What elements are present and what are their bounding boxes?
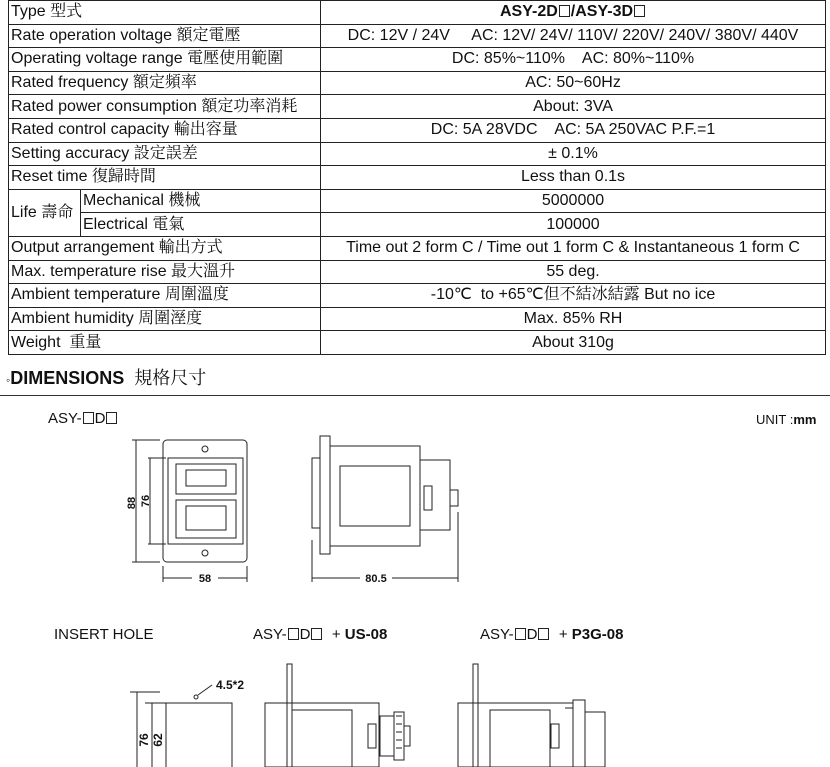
row-label: Rated control capacity 輸出容量 xyxy=(9,118,321,142)
row-label: Rated power consumption 額定功率消耗 xyxy=(9,95,321,119)
side-view-drawing xyxy=(312,436,458,582)
bullet: ◦ xyxy=(6,373,11,387)
type-label: Type 型式 xyxy=(9,1,321,25)
dim-hole-76: 76 xyxy=(137,733,151,747)
front-view-drawing xyxy=(132,440,247,582)
dim-80-5: 80.5 xyxy=(365,573,387,585)
row-value: About: 3VA xyxy=(321,95,826,119)
row-label: Reset time 復歸時間 xyxy=(9,166,321,190)
dimensions-title-zh: 規格尺寸 xyxy=(134,368,207,388)
row-value: 55 deg. xyxy=(321,260,826,284)
row-label: Max. temperature rise 最大溫升 xyxy=(9,260,321,284)
table-row xyxy=(9,71,826,95)
row-label: Setting accuracy 設定誤差 xyxy=(9,142,321,166)
row-label: Ambient temperature 周圍溫度 xyxy=(9,284,321,308)
row-label: Operating voltage range 電壓使用範圍 xyxy=(9,48,321,72)
table-row xyxy=(9,189,826,213)
dimensions-title-en: DIMENSIONS xyxy=(10,368,125,388)
table-row xyxy=(9,213,826,237)
row-label: Weight 重量 xyxy=(9,331,321,355)
row-value: DC: 12V / 24V AC: 12V/ 24V/ 110V/ 220V/ 240V/ 380V/ 440V xyxy=(321,24,826,48)
row-value: Less than 0.1s xyxy=(321,166,826,190)
spec-table xyxy=(8,0,826,355)
mechanical-value: 5000000 xyxy=(321,189,826,213)
row-value: DC: 85%~110% AC: 80%~110% xyxy=(321,48,826,72)
row-label: Ambient humidity 周圍溼度 xyxy=(9,307,321,331)
row-value: Time out 2 form C / Time out 1 form C & Instantaneous 1 form C xyxy=(321,236,826,260)
table-row xyxy=(9,1,826,25)
table-row xyxy=(9,95,826,119)
p3g08-drawing xyxy=(458,664,605,767)
row-value: About 310g xyxy=(321,331,826,355)
dim-58: 58 xyxy=(198,573,212,585)
row-label: Rate operation voltage 額定電壓 xyxy=(9,24,321,48)
dim-4-5x2: 4.5*2 xyxy=(216,678,245,692)
life-label: Life 壽命 xyxy=(9,189,81,236)
row-label: Output arrangement 輸出方式 xyxy=(9,236,321,260)
model-names: ASY-2D /ASY-3D xyxy=(321,1,826,25)
row-label: Rated frequency 額定頻率 xyxy=(9,71,321,95)
dimension-drawings xyxy=(0,396,830,767)
insert-hole-label: INSERT HOLE xyxy=(54,626,154,643)
row-value: DC: 5A 28VDC AC: 5A 250VAC P.F.=1 xyxy=(321,118,826,142)
us08-drawing xyxy=(265,664,410,767)
dim-88: 88 xyxy=(126,496,138,510)
row-value: -10℃ to +65℃但不結冰結露 But no ice xyxy=(321,284,826,308)
insert-hole-drawing xyxy=(130,685,232,767)
dim-76: 76 xyxy=(140,494,152,508)
electrical-label: Electrical 電氣 xyxy=(81,213,321,237)
dim-hole-62: 62 xyxy=(151,733,165,747)
table-row xyxy=(9,48,826,72)
electrical-value: 100000 xyxy=(321,213,826,237)
table-row xyxy=(9,331,826,355)
dimensions-heading xyxy=(6,364,206,390)
variant-p3g-label: ASY- D + P3G-08 xyxy=(480,626,624,643)
variant-us-label: ASY- D + US-08 xyxy=(253,626,388,643)
mechanical-label: Mechanical 機械 xyxy=(81,189,321,213)
table-row xyxy=(9,24,826,48)
row-value: Max. 85% RH xyxy=(321,307,826,331)
unit-label: UNIT :mm xyxy=(756,412,817,427)
row-value: AC: 50~60Hz xyxy=(321,71,826,95)
table-row xyxy=(9,236,826,260)
table-row xyxy=(9,142,826,166)
model-label: ASY- D xyxy=(48,410,118,427)
table-row xyxy=(9,284,826,308)
table-row xyxy=(9,118,826,142)
table-row xyxy=(9,166,826,190)
row-value: ± 0.1% xyxy=(321,142,826,166)
table-row xyxy=(9,260,826,284)
table-row xyxy=(9,307,826,331)
